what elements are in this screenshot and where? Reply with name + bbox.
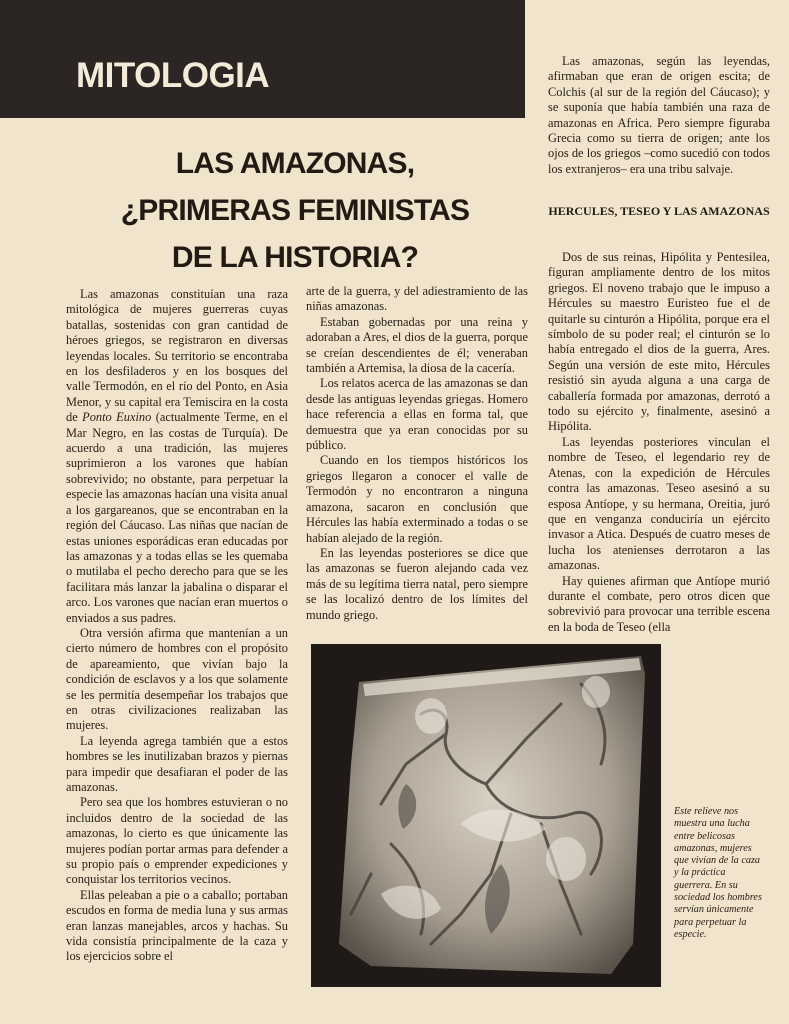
paragraph: Otra versión afirma que mantenían a un cierto número de hombres con el propósito de apareamiento, que vivían bajo la condición de esclavos y a los que solamente se les permitía desempeñar los trabajos que en otras civilizaciones realizaban las mujeres. <box>66 625 288 733</box>
paragraph: Hay quienes afirman que Antíope murió durante el combate, pero otros dicen que sobrevivió para provocar una terrible escena en la boda de Teseo (ella <box>548 573 770 634</box>
text-column-1 <box>66 287 288 965</box>
text-column-3 <box>548 250 770 635</box>
relief-photo <box>311 644 661 987</box>
section-subheading: HERCULES, TESEO Y LAS AMAZONAS <box>548 204 770 218</box>
section-banner <box>0 0 525 118</box>
headline-line-1: LAS AMAZONAS, <box>175 147 415 180</box>
article-headline <box>60 140 530 281</box>
photo-caption: Este relieve nos muestra una lucha entre belicosas amazonas, mujeres que vivían de la caza y la práctica guerrera. En su sociedad los hombres servían únicamente para perpetuar la especie. <box>674 806 762 940</box>
paragraph: Estaban gobernadas por una reina y adoraban a Ares, el dios de la guerra, porque se creían descendientes de él; veneraban también a Artemisa, la diosa de la cacería. <box>306 314 528 376</box>
paragraph: En las leyendas posteriores se dice que las amazonas se fueron alejando cada vez más de su legítima tierra natal, pero siempre se las localizó dentro de los límites del mundo griego. <box>306 545 528 622</box>
headline-line-3: DE LA HISTORIA? <box>171 241 419 274</box>
paragraph: Dos de sus reinas, Hipólita y Pentesilea, figuran ampliamente dentro de los mitos griegos. El noveno trabajo que le impuso a Hércules su maestro Euristeo fue el de quitarle su cinturón a Hipólita, porque era el símbolo de su poder real; el cinturón se lo había entregado el dios de la guerra, Ares. Según una versión de este mito, Hércules resistió sin ayuda alguna a una carga de caballería formada por amazonas, derrotó a todo su ejército y, finalmente, asesinó a Hipólita. <box>548 250 770 434</box>
paragraph: Cuando en los tiempos históricos los griegos llegaron a conocer el valle de Termodón y no encontraron a ninguna amazona, sacaron en conclusión que Hércules las había exterminado a todas o se habían alejado de la región. <box>306 453 528 545</box>
headline-line-2: ¿PRIMERAS FEMINISTAS <box>120 194 470 227</box>
paragraph: Las leyendas posteriores vinculan el nombre de Teseo, el legendario rey de Atenas, con la expedición de Hércules contra las amazonas. Teseo asesinó a su esposa Antíope, y su hermana, Oreitia, juró que en venganza conduciría un ejército invasor a Atica. Después de cuatro meses de lucha los atenienses derrotaron a las amazonas. <box>548 434 770 573</box>
paragraph: Las amazonas constituían una raza mitológica de mujeres guerreras cuyas batallas, sostenidas con gran cantidad de héroes griegos, se registraron en diversas leyendas locales. Su territorio se encontraba en los desfiladeros y en los bosques del valle Termodón, en el río del Ponto, en Asia Menor, y su capital era Temiscira en la costa de Ponto Euxino (actualmente Terme, en el Mar Negro, en las costas de Turquía). De acuerdo a una tradición, las mujeres suprimieron a los varones que habían sobrevivido; no obstante, para perpetuar la especie las amazonas hacían una visita anual a los gargareanos, que se encontraban en la región del Cáucaso. Las niñas que nacían de estas uniones esporádicas eran educadas por las amazonas y a todas ellas se les quemaba o mutilaba el pecho derecho para que se les facilitara más lanzar la jabalina o disparar el arco. Los varones que nacían eran muertos o enviados a sus padres. <box>66 287 288 625</box>
place-name-italic: Ponto Euxino <box>82 410 152 425</box>
text-column-2 <box>306 284 528 623</box>
section-label: MITOLOGIA <box>76 56 270 95</box>
paragraph: arte de la guerra, y del adiestramiento de las niñas amazonas. <box>306 284 528 314</box>
paragraph: Las amazonas, según las leyendas, afirmaban que eran de origen escita; de Colchis (al sur de la región del Cáucaso); y se suponía que había también una raza de amazonas en Africa. Pero siempre figuraba Grecia como su tierra de origen; ante los ojos de los griegos –como sucedió con todos los extranjeros– era una tribu salvaje. <box>548 54 770 176</box>
paragraph: Pero sea que los hombres estuvieran o no incluidos dentro de la sociedad de las amazonas, lo cierto es que únicamente las mujeres podían portar armas para defender a su propio país o emprender expediciones y conquistar los territorios vecinos. <box>66 795 288 887</box>
paragraph: Los relatos acerca de las amazonas se dan desde las antiguas leyendas griegas. Homero hace referencia a ellas en forma tal, que demuestra que ya eran conocidas por su público. <box>306 376 528 453</box>
paragraph: Ellas peleaban a pie o a caballo; portaban escudos en forma de media luna y sus armas eran lanzas manejables, arcos y hachas. Su vida consistía principalmente de la caza y los ejercicios sobre el <box>66 887 288 964</box>
paragraph: La leyenda agrega también que a estos hombres se les inutilizaban brazos y piernas para impedir que desafiaran el poder de las amazonas. <box>66 733 288 794</box>
relief-illustration <box>311 644 661 987</box>
text-column-3-top <box>548 54 770 177</box>
